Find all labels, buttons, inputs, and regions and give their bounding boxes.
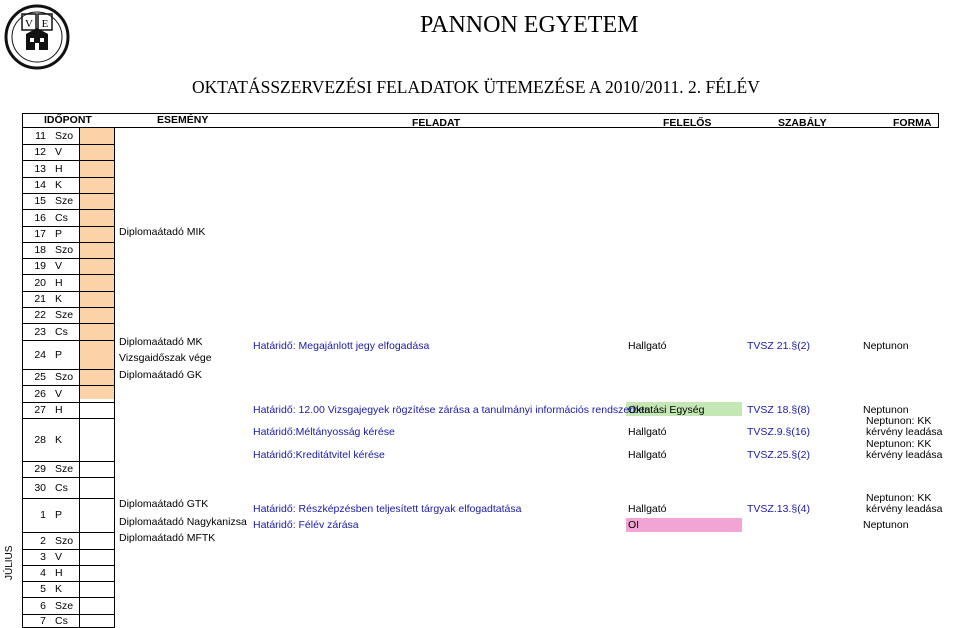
day-weekday: Sze (55, 599, 74, 612)
task-megajanlott-forma: Neptunon (863, 340, 909, 352)
university-seal (4, 4, 70, 70)
weekend-shading (79, 128, 114, 399)
day-weekday: Sze (55, 195, 74, 207)
col-header-feladat: FELADAT (412, 117, 461, 129)
day-number: 6 (40, 599, 46, 612)
task-felev-zarasa: Határidő: Félév zárása (253, 519, 359, 531)
task-reszkepzes-felelos: Hallgató (628, 503, 667, 515)
task-kreditatvitel-forma-1: Neptunon: KK (866, 438, 932, 450)
grid-line (22, 323, 115, 324)
institution-title: PANNON EGYETEM (420, 12, 639, 38)
grid-line (22, 498, 115, 499)
task-kreditatvitel-felelos: Hallgató (628, 449, 667, 461)
grid-line (22, 402, 115, 403)
day-number: 15 (34, 195, 46, 207)
event-diplomaatado-mk: Diplomaátadó MK (119, 336, 203, 348)
task-reszkepzes-forma-2: kérvény leadása (866, 503, 943, 515)
col-header-felelos: FELELŐS (663, 117, 712, 129)
event-diplomaatado-mftk: Diplomaátadó MFTK (119, 532, 216, 544)
task-meltanyossag: Határidő:Méltányosság kérése (253, 426, 395, 438)
day-number: 30 (34, 481, 46, 494)
day-number: 19 (34, 260, 46, 272)
col-header-idopont: IDŐPONT (44, 114, 92, 126)
day-number: 4 (40, 567, 46, 579)
day-number: 12 (34, 146, 46, 158)
seal-letter-v: V (25, 18, 33, 30)
day-number: 18 (34, 244, 46, 256)
task-vizsgajegyek-szabaly: TVSZ 18.§(8) (747, 404, 811, 416)
grid-line (22, 461, 115, 462)
grid-line (22, 209, 115, 210)
day-weekday: P (55, 228, 63, 240)
task-kreditatvitel-szabaly: TVSZ.25.§(2) (747, 449, 811, 461)
day-number: 5 (40, 583, 46, 595)
day-weekday: Szo (55, 244, 74, 256)
seal-letter-e: E (41, 18, 49, 30)
grid-line (22, 160, 115, 161)
grid-line (22, 340, 115, 341)
grid-line (938, 113, 939, 128)
day-weekday: Szo (55, 534, 74, 547)
task-megajanlott-jegy: Határidő: Megajánlott jegy elfogadása (253, 340, 430, 352)
task-felev-zarasa-forma: Neptunon (863, 519, 909, 531)
col-header-forma: FORMA (893, 117, 932, 129)
task-meltanyossag-forma-2: kérvény leadása (866, 426, 943, 438)
day-number: 2 (40, 534, 46, 547)
task-kreditatvitel: Határidő:Kreditátvitel kérése (253, 449, 385, 461)
grid-line (22, 177, 115, 178)
event-diplomaatado-gtk: Diplomaátadó GTK (119, 498, 209, 510)
grid-line (22, 291, 115, 292)
day-weekday: Sze (55, 463, 74, 475)
day-number: 23 (34, 325, 46, 338)
grid-line (22, 127, 938, 128)
task-vizsgajegyek-felelos: Oktatási Egység (628, 404, 705, 416)
day-weekday: Szo (55, 371, 74, 383)
event-diplomaatado-gk: Diplomaátadó GK (119, 369, 202, 381)
grid-line (22, 369, 115, 370)
day-weekday: K (55, 433, 63, 446)
task-meltanyossag-forma-1: Neptunon: KK (866, 415, 932, 427)
day-number: 14 (34, 179, 46, 191)
day-weekday: V (55, 387, 63, 400)
day-number: 11 (35, 130, 46, 142)
grid-line (22, 242, 115, 243)
day-weekday: Sze (55, 309, 74, 321)
day-number: 24 (34, 348, 46, 361)
task-meltanyossag-felelos: Hallgató (628, 426, 667, 438)
day-weekday: Cs (55, 325, 68, 338)
day-weekday: H (55, 162, 63, 175)
grid-line (22, 532, 115, 533)
grid-line (22, 113, 938, 114)
grid-line (22, 565, 115, 566)
task-meltanyossag-szabaly: TVSZ.9.§(16) (747, 426, 811, 438)
day-weekday: V (55, 146, 63, 158)
event-diplomaatado-nagykanizsa: Diplomaátadó Nagykanizsa (119, 516, 247, 528)
schedule-title: OKTATÁSSZERVEZÉSI FELADATOK ÜTEMEZÉSE A 2010/2011. 2. FÉLÉV (192, 77, 760, 97)
day-weekday: Cs (55, 481, 68, 494)
grid-line (22, 144, 115, 145)
day-weekday: H (55, 404, 63, 416)
day-number: 3 (40, 551, 46, 563)
day-weekday: K (55, 583, 63, 595)
col-header-esemeny: ESEMÉNY (157, 114, 209, 126)
day-weekday: P (55, 348, 63, 361)
felelos-highlight-pink (626, 518, 742, 532)
task-felev-zarasa-felelos: OI (628, 519, 640, 531)
task-reszkepzes: Határidő: Részképzésben teljesített tárgyak elfogadtatása (253, 503, 522, 515)
task-reszkepzes-forma-1: Neptunon: KK (866, 492, 932, 504)
grid-line (114, 127, 115, 627)
grid-line (22, 258, 115, 259)
day-weekday: P (55, 509, 63, 521)
col-header-szabaly: SZABÁLY (778, 117, 827, 129)
day-weekday: H (55, 276, 63, 289)
day-weekday: Cs (55, 615, 68, 627)
day-number: 22 (34, 309, 46, 321)
grid-line (22, 581, 115, 582)
grid-line (22, 113, 23, 627)
grid-line (22, 226, 115, 227)
day-weekday: V (55, 260, 63, 272)
day-number: 28 (34, 433, 46, 446)
task-megajanlott-szabaly: TVSZ 21.§(2) (747, 340, 811, 352)
day-weekday: V (55, 551, 63, 563)
day-weekday: Szo (55, 130, 74, 142)
day-weekday: Cs (55, 211, 68, 224)
grid-line (22, 307, 115, 308)
grid-line (22, 274, 115, 275)
day-weekday: K (55, 179, 63, 191)
grid-line (22, 193, 115, 194)
day-number: 20 (34, 276, 46, 289)
grid-line (22, 549, 115, 550)
day-number: 17 (34, 228, 46, 240)
task-reszkepzes-szabaly: TVSZ.13.§(4) (747, 503, 811, 515)
grid-line (22, 418, 115, 419)
task-vizsgajegyek-rogzitese: Határidő: 12.00 Vizsgajegyek rögzítése zárása a tanulmányi információs rendszerben (253, 404, 651, 416)
day-number: 27 (34, 404, 46, 416)
day-number: 16 (34, 211, 46, 224)
month-label: JÚLIUS (4, 545, 15, 580)
grid-line (79, 127, 80, 627)
day-number: 21 (34, 293, 46, 305)
day-weekday: H (55, 567, 63, 579)
day-weekday: K (55, 293, 63, 305)
day-number: 29 (34, 463, 46, 475)
task-kreditatvitel-forma-2: kérvény leadása (866, 449, 943, 461)
day-number: 1 (40, 509, 46, 521)
day-number: 13 (34, 162, 46, 175)
day-number: 26 (34, 387, 46, 400)
task-megajanlott-felelos: Hallgató (628, 340, 667, 352)
grid-line (22, 477, 115, 478)
event-diplomaatado-mik: Diplomaátadó MIK (119, 226, 206, 238)
task-vizsgajegyek-forma: Neptunon (863, 404, 909, 416)
day-number: 7 (40, 615, 46, 627)
day-number: 25 (34, 371, 46, 383)
grid-line (22, 597, 115, 598)
event-vizsgaidoszak-vege: Vizsgaidőszak vége (119, 352, 212, 364)
grid-line (22, 385, 115, 386)
